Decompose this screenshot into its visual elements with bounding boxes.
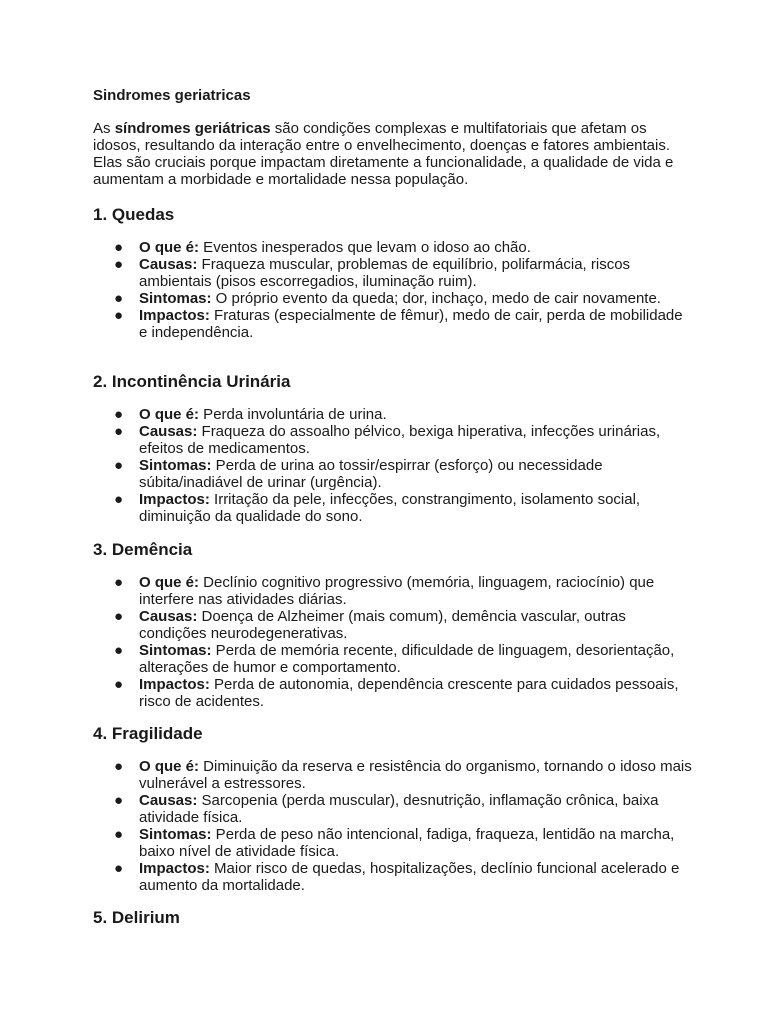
bullet-icon: ● [114, 256, 124, 273]
list-item [93, 676, 693, 710]
bullet-icon: ● [114, 826, 124, 843]
document-title: Sindromes geriatricas [93, 87, 251, 104]
bullet-list [93, 758, 693, 894]
item-label: O que é: [139, 758, 200, 775]
item-text: Perda de autonomia, dependência crescente para cuidados pessoais, risco de acidentes. [139, 676, 679, 710]
section-heading: 2. Incontinência Urinária [93, 372, 291, 391]
section-fragilidade [93, 724, 693, 894]
bullet-icon: ● [114, 792, 124, 809]
bullet-list [93, 406, 693, 525]
section-heading: 1. Quedas [93, 205, 175, 224]
item-text: Eventos inesperados que levam o idoso ao chão. [199, 239, 531, 256]
list-item [93, 826, 693, 860]
list-item [93, 239, 693, 256]
list-item [93, 860, 693, 894]
bullet-icon: ● [114, 307, 124, 324]
list-item [93, 423, 693, 457]
item-text: Doença de Alzheimer (mais comum), demência vascular, outras condições neurodegenerativas. [139, 608, 626, 642]
section-incontinencia [93, 372, 693, 525]
item-text: O próprio evento da queda; dor, inchaço, medo de cair novamente. [211, 290, 661, 307]
item-label: Sintomas: [139, 642, 212, 659]
item-text: Declínio cognitivo progressivo (memória, linguagem, raciocínio) que interfere nas atividades diárias. [139, 574, 655, 608]
item-text: Fraqueza do assoalho pélvico, bexiga hiperativa, infecções urinárias, efeitos de medicamentos. [139, 423, 661, 457]
section-quedas [93, 205, 693, 341]
bullet-icon: ● [114, 457, 124, 474]
bullet-list [93, 239, 693, 341]
list-item [93, 406, 693, 423]
item-text: Diminuição da reserva e resistência do organismo, tornando o idoso mais vulnerável a estressores. [139, 758, 692, 792]
bullet-list [93, 574, 693, 710]
section-heading: 5. Delirium [93, 908, 180, 927]
item-label: O que é: [139, 239, 200, 256]
item-label: O que é: [139, 406, 200, 423]
intro-paragraph [93, 120, 693, 188]
list-item [93, 290, 693, 307]
item-label: Sintomas: [139, 290, 212, 307]
bullet-icon: ● [114, 423, 124, 440]
section-delirium [93, 908, 693, 928]
intro-prefix: As [93, 120, 115, 137]
item-label: Causas: [139, 792, 198, 809]
bullet-icon: ● [114, 239, 124, 256]
list-item [93, 574, 693, 608]
bullet-icon: ● [114, 491, 124, 508]
list-item [93, 758, 693, 792]
item-label: Causas: [139, 608, 198, 625]
bullet-icon: ● [114, 758, 124, 775]
item-label: Impactos: [139, 676, 210, 693]
bullet-icon: ● [114, 608, 124, 625]
item-label: Sintomas: [139, 826, 212, 843]
item-text: Perda de urina ao tossir/espirrar (esforço) ou necessidade súbita/inadiável de urinar (urgência). [139, 457, 603, 491]
item-text: Sarcopenia (perda muscular), desnutrição, inflamação crônica, baixa atividade física. [139, 792, 659, 826]
intro-bold-term: síndromes geriátricas [114, 120, 271, 137]
item-text: Fraqueza muscular, problemas de equilíbrio, polifarmácia, riscos ambientais (pisos escorregadios, iluminação ruim). [139, 256, 631, 290]
list-item [93, 642, 693, 676]
item-label: O que é: [139, 574, 200, 591]
bullet-icon: ● [114, 574, 124, 591]
item-text: Perda involuntária de urina. [199, 406, 387, 423]
item-label: Causas: [139, 423, 198, 440]
item-label: Impactos: [139, 860, 210, 877]
bullet-icon: ● [114, 860, 124, 877]
bullet-icon: ● [114, 290, 124, 307]
item-text: Perda de memória recente, dificuldade de linguagem, desorientação, alterações de humor e comportamento. [139, 642, 675, 676]
list-item [93, 256, 693, 290]
intro-text: são condições complexas e multifatoriais que afetam os idosos, resultando da interação entre o envelhecimento, doenças e fatores ambientais. Elas são cruciais porque impactam diretamente a funcionalidade, a qualidade de vida e aumentam a morbidade e mortalidade nessa população. [93, 120, 674, 188]
bullet-icon: ● [114, 642, 124, 659]
bullet-icon: ● [114, 676, 124, 693]
item-text: Perda de peso não intencional, fadiga, fraqueza, lentidão na marcha, baixo nível de atividade física. [139, 826, 675, 860]
section-heading: 3. Demência [93, 540, 193, 559]
item-text: Fraturas (especialmente de fêmur), medo de cair, perda de mobilidade e independência. [139, 307, 683, 341]
list-item [93, 608, 693, 642]
item-label: Impactos: [139, 307, 210, 324]
list-item [93, 457, 693, 491]
item-label: Causas: [139, 256, 198, 273]
item-text: Irritação da pele, infecções, constrangimento, isolamento social, diminuição da qualidade do sono. [139, 491, 641, 525]
item-text: Maior risco de quedas, hospitalizações, declínio funcional acelerado e aumento da mortalidade. [139, 860, 680, 894]
list-item [93, 307, 693, 341]
list-item [93, 491, 693, 525]
section-heading: 4. Fragilidade [93, 724, 203, 743]
item-label: Sintomas: [139, 457, 212, 474]
section-demencia [93, 540, 693, 710]
list-item [93, 792, 693, 826]
item-label: Impactos: [139, 491, 210, 508]
bullet-icon: ● [114, 406, 124, 423]
